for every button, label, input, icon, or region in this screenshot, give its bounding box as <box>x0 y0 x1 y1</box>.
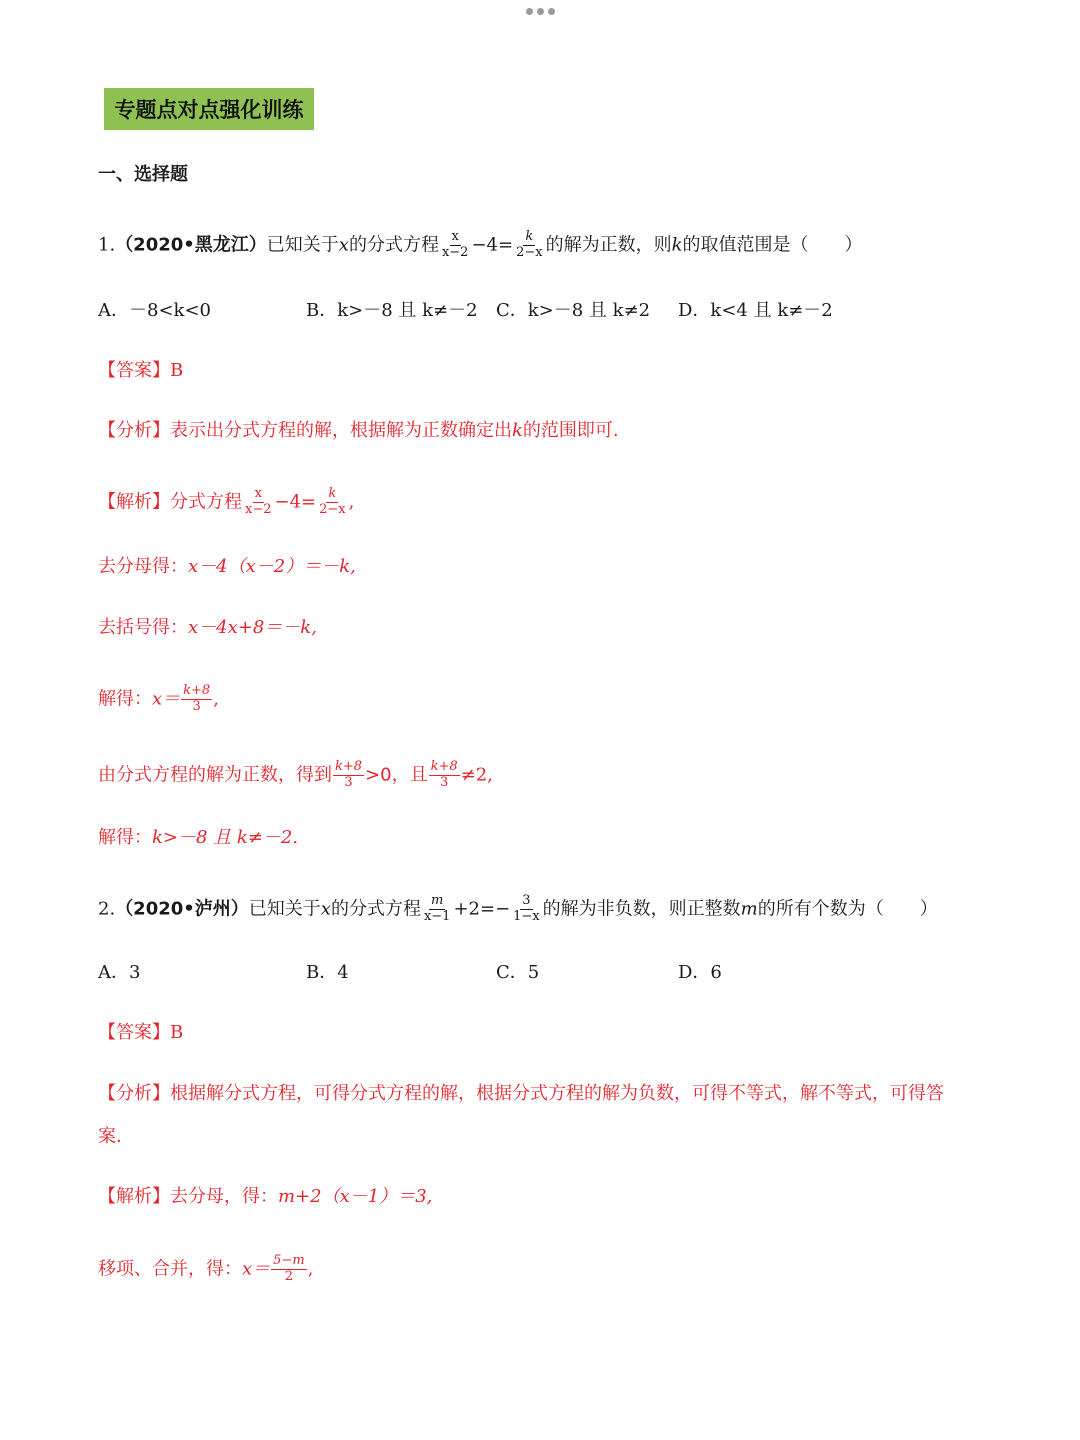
option-a: A．－8<k<0 <box>98 300 211 321</box>
fraction-numerator: x <box>254 486 262 501</box>
equation-text: −4= <box>471 234 514 256</box>
option-c: C．5 <box>496 962 540 983</box>
answer-tag: 【答案】 <box>98 360 170 381</box>
variable: x <box>320 898 331 920</box>
analysis-text: 根据解分式方程，可得分式方程的解，根据分式方程的解为负数，可得不等式，解不等式，可得答 <box>170 1083 944 1104</box>
question-2 <box>98 894 938 925</box>
option-b: B．4 <box>306 962 349 983</box>
step-equation: x＝ <box>152 688 181 710</box>
solution-text: 分式方程 <box>170 491 242 513</box>
step-line <box>98 558 356 576</box>
fraction-numerator: k+8 <box>183 683 211 698</box>
question-text: 的取值范围是（ ） <box>682 234 863 256</box>
question-source: （2020•黑龙江） <box>115 234 267 256</box>
solution-line <box>98 1188 432 1206</box>
question-number: 2. <box>98 898 116 920</box>
fraction <box>514 230 545 261</box>
option-d: D．6 <box>678 962 722 983</box>
question-text: 的所有个数为（ ） <box>757 898 938 920</box>
fraction-numerator: k <box>328 486 337 501</box>
analysis-tag: 【分析】 <box>98 420 170 441</box>
option-c: C．k>－8 且 k≠2 <box>496 300 651 321</box>
fraction-numerator: 5−m <box>273 1253 305 1268</box>
step-label: 去分母得： <box>98 556 188 577</box>
fraction-denominator: 2−x <box>319 501 346 517</box>
analysis-line-continued: 案. <box>98 1126 122 1147</box>
equation-text: +2=− <box>453 898 511 920</box>
fraction-denominator: x−2 <box>441 244 469 260</box>
fraction <box>511 894 542 925</box>
fraction <box>317 487 348 518</box>
step-label: 解得： <box>98 827 152 848</box>
question-1 <box>98 230 863 261</box>
fraction <box>243 487 274 518</box>
dot <box>537 8 544 15</box>
step-label: 解得： <box>98 688 152 710</box>
solution-tag: 【解析】 <box>98 1186 170 1207</box>
variable: x <box>338 234 349 256</box>
question-number: 1. <box>98 234 116 256</box>
variable: k <box>512 420 523 441</box>
fraction <box>422 894 453 925</box>
step-equation: k>－8 且 k≠－2. <box>152 827 299 848</box>
fraction-numerator: k+8 <box>335 759 363 774</box>
step-line <box>98 760 493 791</box>
fraction <box>271 1254 307 1285</box>
step-equation: x－4x+8＝－k, <box>188 617 317 638</box>
fraction-denominator: 2−x <box>516 244 543 260</box>
analysis-tag: 【分析】 <box>98 1083 170 1104</box>
step-label: 移项、合并，得： <box>98 1258 242 1280</box>
step-line <box>98 684 219 715</box>
step-line <box>98 1254 313 1285</box>
fraction <box>333 760 364 791</box>
step-line <box>98 619 317 637</box>
step-equation: ≠2, <box>460 764 493 786</box>
answer-value: B <box>170 360 184 381</box>
fraction-denominator: 3 <box>192 698 201 714</box>
dot <box>526 8 533 15</box>
dot <box>548 8 555 15</box>
step-equation: x＝ <box>242 1258 271 1280</box>
page-title: 专题点对点强化训练 <box>104 88 314 130</box>
step-equation: x－4（x－2）＝－k, <box>188 556 356 577</box>
option-a: A．3 <box>98 962 141 983</box>
fraction-numerator: m <box>431 893 444 908</box>
option-b: B．k>－8 且 k≠－2 <box>306 300 478 321</box>
fraction-numerator: x <box>451 229 459 244</box>
solution-text: 去分母，得： <box>170 1186 278 1207</box>
more-menu-icon[interactable] <box>526 8 555 15</box>
section-title: 一、选择题 <box>98 164 188 185</box>
answer-tag: 【答案】 <box>98 1022 170 1043</box>
option-d: D．k<4 且 k≠－2 <box>678 300 833 321</box>
variable: k <box>671 234 683 256</box>
fraction-denominator: 3 <box>439 774 449 790</box>
question-text: 已知关于 <box>248 898 321 920</box>
fraction-denominator: 2 <box>284 1268 294 1284</box>
analysis-text: 表示出分式方程的解，根据解为正数确定出 <box>170 420 512 441</box>
solution-line <box>98 487 354 518</box>
analysis-line <box>98 1085 944 1103</box>
question-source: （2020•泸州） <box>115 898 249 920</box>
fraction-denominator: 3 <box>344 774 353 790</box>
solution-tag: 【解析】 <box>98 491 170 513</box>
fraction <box>181 684 212 715</box>
step-equation: >0，且 <box>365 764 428 786</box>
question-text: 的分式方程 <box>348 234 439 256</box>
fraction-numerator: k+8 <box>430 759 458 774</box>
question-text: 已知关于 <box>266 234 339 256</box>
fraction-denominator: x−2 <box>245 501 272 517</box>
fraction-denominator: x−1 <box>423 908 451 924</box>
analysis-text: 的范围即可. <box>522 420 619 441</box>
question-text: 的解为非负数，则正整数 <box>542 898 741 920</box>
question-text: 的分式方程 <box>330 898 421 920</box>
fraction-denominator: 1−x <box>513 908 540 924</box>
step-label: 去括号得： <box>98 617 188 638</box>
fraction-numerator: 3 <box>522 893 531 908</box>
equation-text: , <box>348 491 355 513</box>
question-text: 的解为正数，则 <box>545 234 672 256</box>
fraction <box>429 760 460 791</box>
fraction <box>440 230 471 261</box>
equation-text: −4= <box>274 491 317 513</box>
step-equation: m+2（x－1）＝3, <box>278 1186 433 1207</box>
equation-text: , <box>307 1258 314 1280</box>
variable: m <box>740 898 758 920</box>
answer-line <box>98 362 183 380</box>
analysis-line <box>98 422 619 440</box>
fraction-numerator: k <box>525 229 534 244</box>
equation-text: , <box>213 688 219 710</box>
step-line <box>98 829 298 847</box>
step-label: 由分式方程的解为正数，得到 <box>98 764 332 786</box>
answer-line <box>98 1024 183 1042</box>
answer-value: B <box>170 1022 184 1043</box>
